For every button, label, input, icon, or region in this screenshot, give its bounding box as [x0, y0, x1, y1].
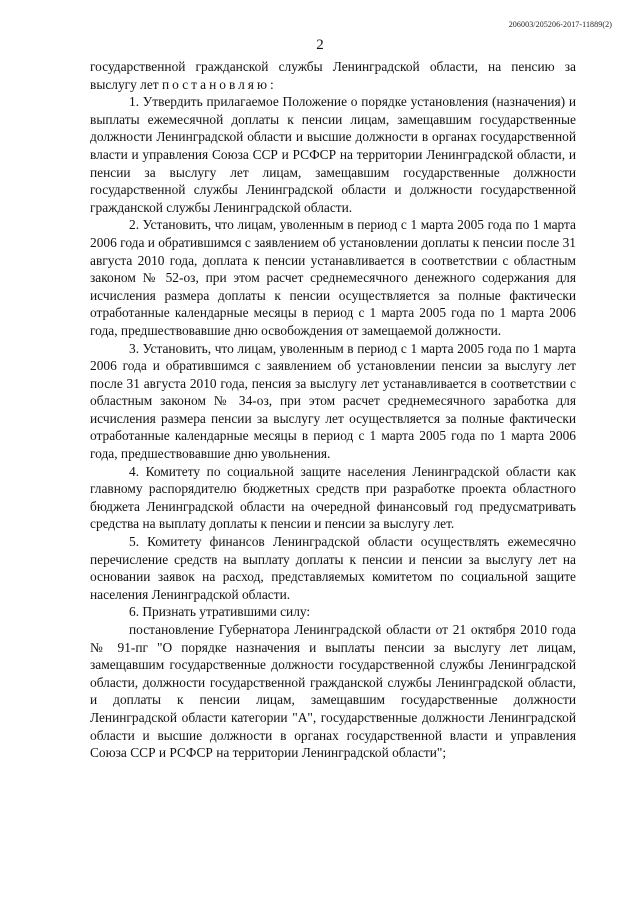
paragraph-item-5: 5. Комитету финансов Ленинградской области осуществлять ежемесячно перечисление средств на выплату доплаты к пенсии и пенсии за выслугу лет на основании заявок на расход, представляемых комитетом по социальной защите населения Ленинградской области. — [90, 534, 576, 602]
paragraph-item-2: 2. Установить, что лицам, уволенным в период с 1 марта 2005 года по 1 марта 2006 года и обратившимся с заявлением об установлении доплаты к пенсии после 31 августа 2010 года, доплата к пенсии устанавливается в соответствии с областным законом № 52-оз, при этом расчет среднемесячного денежного содержания для исчисления размера доплаты к пенсии осуществляется за полные фактически отработанные календарные месяцы в период с 1 марта 2005 года по 1 марта 2006 года, предшествовавшие дню освобождения от замещаемой должности. — [90, 217, 576, 338]
page-number: 2 — [316, 37, 324, 53]
paragraph-item-3: 3. Установить, что лицам, уволенным в период с 1 марта 2005 года по 1 марта 2006 года и обратившимся с заявлением об установлении пенсии за выслугу лет после 31 августа 2010 года, пенсия за выслугу лет устанавливается в соответствии с областным законом № 34-оз, при этом расчет среднемесячного заработка для исчисления размера пенсии за выслугу лет осуществляется за полные фактически отработанные календарные месяцы в период с 1 марта 2005 года по 1 марта 2006 года, предшествовавшие дню увольнения. — [90, 340, 576, 462]
paragraph-item-6: 6. Признать утратившими силу: — [129, 604, 311, 620]
document-body — [90, 58, 576, 762]
decree-intro-text: государственной гражданской службы Ленинградской области, на пенсию за выслугу лет — [90, 59, 576, 92]
paragraph-decree-intro — [90, 58, 576, 93]
paragraph-repealed-decree: постановление Губернатора Ленинградской области от 21 октября 2010 года № 91-пг "О порядке назначения и выплаты пенсии за выслугу лет лицам, замещавшим государственные должности государственной службы Ленинградской области, должности государственной гражданской службы Ленинградской области, и доплаты к пенсии лицам, замещавшим государственные должности Ленинградской области категории "А", государственные должности Ленинградской области и высшие должности в органах государственной власти и управления Союза ССР и РСФСР на территории Ленинградской области"; — [90, 622, 576, 761]
decree-intro-colon: : — [269, 76, 274, 92]
paragraph-item-1: 1. Утвердить прилагаемое Положение о порядке установления (назначения) и выплаты ежемесячной доплаты к пенсии лицам, замещавшим государственные должности Ленинградской области и высшие должности в органах государственной власти и управления Союза ССР и РСФСР на территории Ленинградской области, и пенсии за выслугу лет лицам, замещавшим государственные должности государственной службы Ленинградской области и должности государственной гражданской службы Ленинградской области. — [90, 94, 576, 215]
paragraph-item-4: 4. Комитету по социальной защите населения Ленинградской области как главному распорядителю бюджетных средств при разработке проекта областного бюджета Ленинградской области на очередной финансовый год предусматривать средства на выплату доплаты к пенсии и пенсии за выслугу лет. — [90, 463, 576, 532]
document-registration-number: 206003/205206-2017-11889(2) — [508, 20, 612, 29]
decree-keyword: постановляю — [162, 76, 270, 92]
